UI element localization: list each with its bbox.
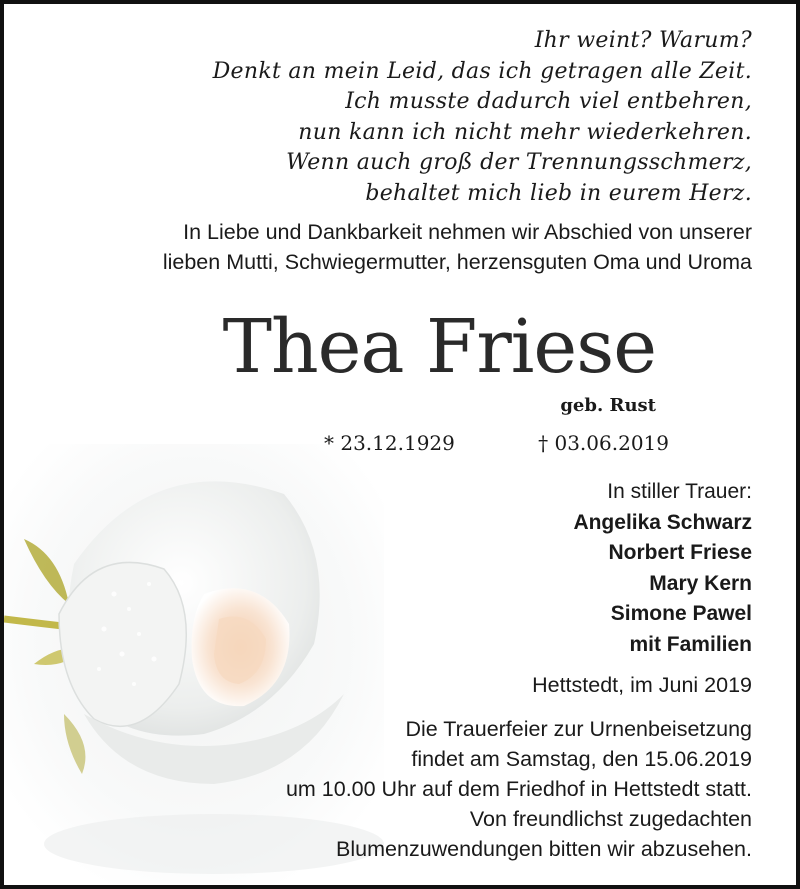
mourner-name: Norbert Friese [608, 541, 752, 564]
poem [213, 26, 752, 209]
birth-date: * 23.12.1929 [324, 431, 455, 455]
mourner-name: Mary Kern [649, 571, 752, 595]
mourners-list [573, 477, 752, 660]
poem-line: Denkt an mein Leid, das ich getragen alle Zeit. [212, 58, 752, 84]
intro-text [163, 217, 752, 277]
poem-line: Ich musste dadurch viel entbehren, [345, 89, 752, 114]
mourner-name: Simone Pawel [610, 602, 752, 625]
service-line: um 10.00 Uhr auf dem Friedhof in Hettstedt statt. [285, 777, 752, 801]
poem-line: behaltet mich lieb in eurem Herz. [365, 180, 752, 206]
service-info [286, 714, 752, 864]
poem-line: nun kann ich nicht mehr wiederkehren. [298, 119, 752, 145]
service-line: Blumenzuwendungen bitten wir abzusehen. [336, 837, 752, 861]
maiden-name: geb. Rust [560, 395, 656, 416]
poem-line: Wenn auch groß der Trennungsschmerz, [286, 150, 752, 175]
deceased-name: Thea Friese [222, 304, 656, 390]
death-date: † 03.06.2019 [538, 431, 669, 455]
mourning-heading: In stiller Trauer: [607, 480, 752, 503]
service-line: findet am Samstag, den 15.06.2019 [411, 747, 752, 771]
mourner-name: Angelika Schwarz [573, 510, 752, 534]
poem-line: Ihr weint? Warum? [534, 28, 752, 53]
intro-line: In Liebe und Dankbarkeit nehmen wir Abschied von unserer [183, 220, 752, 244]
place-date: Hettstedt, im Juni 2019 [532, 673, 752, 697]
service-line: Von freundlichst zugedachten [469, 807, 752, 831]
intro-line: lieben Mutti, Schwiegermutter, herzensguten Oma und Uroma [162, 250, 752, 274]
service-line: Die Trauerfeier zur Urnenbeisetzung [405, 717, 752, 741]
mourner-name: mit Familien [629, 632, 752, 656]
